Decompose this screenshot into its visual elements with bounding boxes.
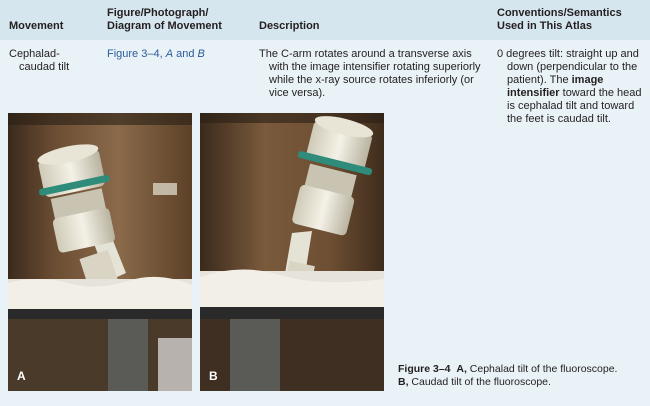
movement-line1: Cephalad- <box>9 48 60 60</box>
header-movement: Movement <box>9 20 64 32</box>
movement-line2: caudad tilt <box>19 61 70 73</box>
conventions-cell <box>497 48 647 126</box>
header-figure-line2: Diagram of Movement <box>107 20 222 32</box>
caption-b-marker: B, <box>398 376 409 388</box>
photo-a <box>8 113 192 391</box>
caption-figure-number: Figure 3–4 <box>398 363 451 375</box>
photo-b-image <box>200 113 384 391</box>
figure-ref-b[interactable]: B <box>197 48 205 60</box>
figure-ref-cell <box>107 48 252 61</box>
conventions-text-bold: image intensifier <box>507 74 604 99</box>
header-conventions-line1: Conventions/Semantics <box>497 7 622 19</box>
header-conventions <box>497 7 622 33</box>
photo-b-label: B <box>209 369 218 383</box>
caption-b-text: Caudad tilt of the fluoroscope. <box>408 376 551 388</box>
header-figure-line1: Figure/Photograph/ <box>107 7 209 19</box>
figure-ref-link[interactable]: Figure 3–4, <box>107 48 166 60</box>
caption-a-text: Cephalad tilt of the fluoroscope. <box>466 363 618 375</box>
figure-caption <box>398 363 646 389</box>
photo-a-image <box>8 113 192 391</box>
caption-a-marker: A, <box>456 363 467 375</box>
description-cell: The C-arm rotates around a transverse axis with the image intensifier rotating superiorly while the x-ray source rotates inferiorly (or vice versa). <box>259 48 481 99</box>
figure-ref-and: and <box>173 48 198 60</box>
photo-b <box>200 113 384 391</box>
movement-cell <box>9 48 99 74</box>
photo-a-label: A <box>17 369 26 383</box>
conventions-text-post: toward the head is cephalad tilt and toward the feet is caudad tilt. <box>507 87 642 125</box>
header-conventions-line2: Used in This Atlas <box>497 20 592 32</box>
figure-ref-a[interactable]: A <box>165 48 174 60</box>
conventions-text-pre: 0 degrees tilt: straight up and down (perpendicular to the patient). The <box>497 48 639 86</box>
header-description: Description <box>259 20 320 32</box>
header-figure <box>107 7 222 33</box>
